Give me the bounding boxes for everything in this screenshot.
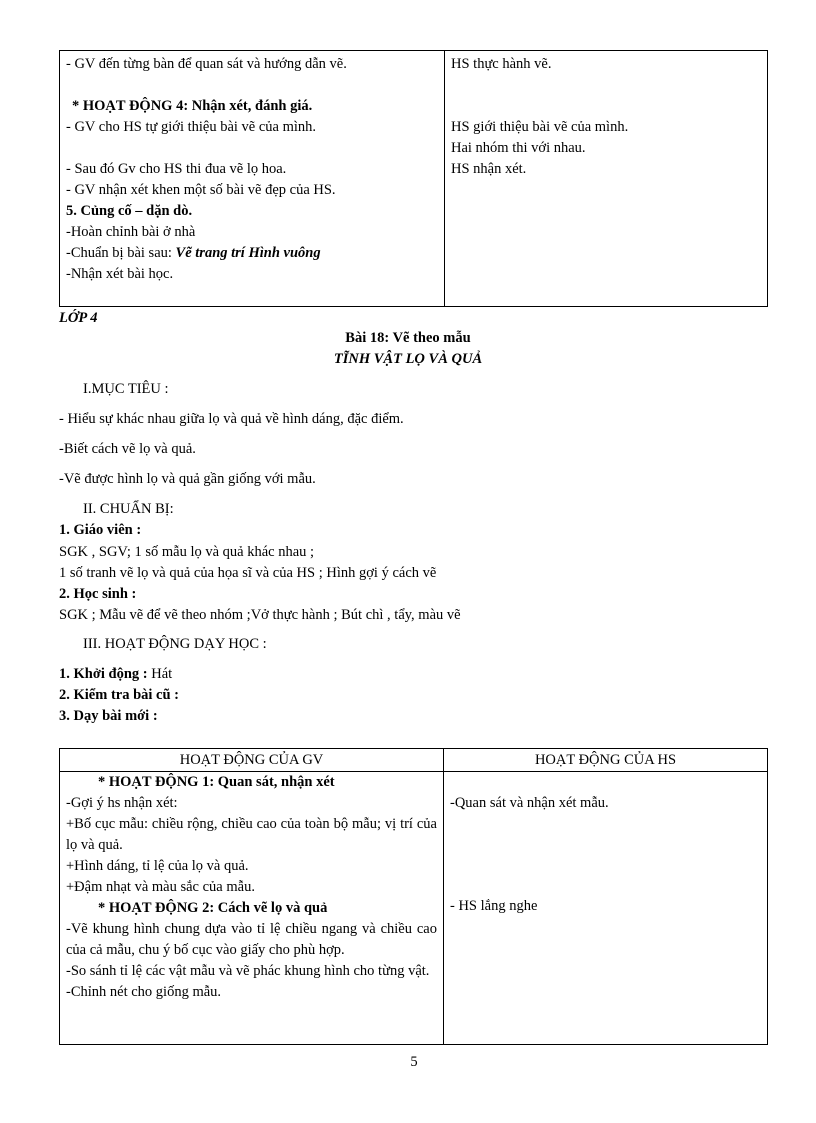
activity-1-heading: * HOẠT ĐỘNG 1: Quan sát, nhận xét	[98, 774, 335, 790]
gv-line-3: +Hình dáng, tỉ lệ của lọ và quả.	[66, 858, 249, 874]
next-lesson-title: Vẽ trang trí Hình vuông	[175, 245, 321, 261]
top-gv-line-6	[66, 243, 438, 264]
top-hs-line-3: Hai nhóm thi với nhau.	[451, 140, 586, 156]
top-gv-line-3: - Sau đó Gv cho HS thi đua vẽ lọ hoa.	[66, 161, 287, 177]
top-table-hs-cell	[445, 51, 768, 307]
step-3: 3. Dạy bài mới :	[59, 708, 158, 724]
top-gv-line-4: - GV nhận xét khen một số bài vẽ đẹp của HS.	[66, 182, 336, 198]
student-line: SGK ; Mẫu vẽ để vẽ theo nhóm ;Vở thực hành ; Bút chì , tẩy, màu vẽ	[59, 607, 461, 623]
top-table-gv-cell	[60, 51, 445, 307]
activity-4-heading: * HOẠT ĐỘNG 4: Nhận xét, đánh giá.	[72, 98, 313, 114]
hs-line-1: -Quan sát và nhận xét mẫu.	[450, 795, 609, 811]
gv-line-4: +Đậm nhạt và màu sắc của mẫu.	[66, 879, 255, 895]
gv-line-5: -Vẽ khung hình chung dựa vào tỉ lệ chiều ngang và chiều cao của cả mẫu, chu ý bố cục vào giấy cho phù hợp.	[66, 921, 437, 958]
objective-1: - Hiểu sự khác nhau giữa lọ và quả về hình dáng, đặc điểm.	[59, 411, 404, 427]
preparation-heading: II. CHUẨN BỊ:	[83, 501, 174, 517]
step-2: 2. Kiểm tra bài cũ :	[59, 687, 180, 703]
bottom-gv-cell	[60, 772, 444, 1045]
top-gv-line-2: - GV cho HS tự giới thiệu bài vẽ của mình.	[66, 119, 317, 135]
next-lesson-prefix: -Chuẩn bị bài sau:	[66, 245, 176, 261]
top-hs-line-1: HS thực hành vẽ.	[451, 56, 552, 72]
student-heading: 2. Học sinh :	[59, 586, 137, 602]
lesson-number: Bài 18: Vẽ theo mẫu	[345, 330, 471, 346]
bottom-activity-table	[59, 748, 768, 1045]
top-gv-line-1: - GV đến từng bàn để quan sát và hướng dẫn vẽ.	[66, 56, 347, 72]
top-hs-line-2: HS giới thiệu bài vẽ của mình.	[451, 119, 629, 135]
bottom-hs-cell	[444, 772, 768, 1045]
objective-2: -Biết cách vẽ lọ và quả.	[59, 441, 196, 457]
header-gv: HOẠT ĐỘNG CỦA GV	[60, 749, 444, 772]
gv-line-6: -So sánh tỉ lệ các vật mẫu và vẽ phác khung hình cho từng vật.	[66, 963, 430, 979]
step-1-value: Hát	[147, 666, 173, 682]
top-hs-line-4: HS nhận xét.	[451, 161, 527, 177]
top-gv-line-7: -Nhận xét bài học.	[66, 266, 174, 282]
top-activity-table	[59, 50, 768, 307]
step-1	[59, 666, 172, 683]
step-1-label: 1. Khởi động :	[59, 666, 148, 682]
activity-2-heading: * HOẠT ĐỘNG 2: Cách vẽ lọ và quả	[98, 900, 328, 916]
objective-3: -Vẽ được hình lọ và quả gần giống với mẫu.	[59, 471, 316, 487]
consolidate-heading: 5. Củng cố – dặn dò.	[66, 203, 193, 219]
lesson-title: TĨNH VẬT LỌ VÀ QUẢ	[333, 351, 483, 367]
grade-label: LỚP 4	[59, 310, 98, 326]
top-gv-line-5: -Hoàn chỉnh bài ở nhà	[66, 224, 196, 240]
teacher-heading: 1. Giáo viên :	[59, 522, 142, 538]
activities-heading: III. HOẠT ĐỘNG DẠY HỌC :	[83, 636, 267, 652]
objectives-heading: I.MỤC TIÊU :	[83, 381, 169, 397]
teacher-line-1: SGK , SGV; 1 số mẫu lọ và quả khác nhau ;	[59, 544, 315, 560]
page-number: 5	[410, 1054, 418, 1070]
gv-line-1: -Gợi ý hs nhận xét:	[66, 795, 178, 811]
hs-line-2: - HS lắng nghe	[450, 898, 538, 914]
gv-line-7: -Chỉnh nét cho giống mẫu.	[66, 984, 222, 1000]
header-hs: HOẠT ĐỘNG CỦA HS	[444, 749, 768, 772]
teacher-line-2: 1 số tranh vẽ lọ và quả của họa sĩ và của HS ; Hình gợi ý cách vẽ	[59, 565, 437, 581]
gv-line-2: +Bố cục mẫu: chiều rộng, chiều cao của toàn bộ mẫu; vị trí của lọ và quả.	[66, 816, 437, 853]
